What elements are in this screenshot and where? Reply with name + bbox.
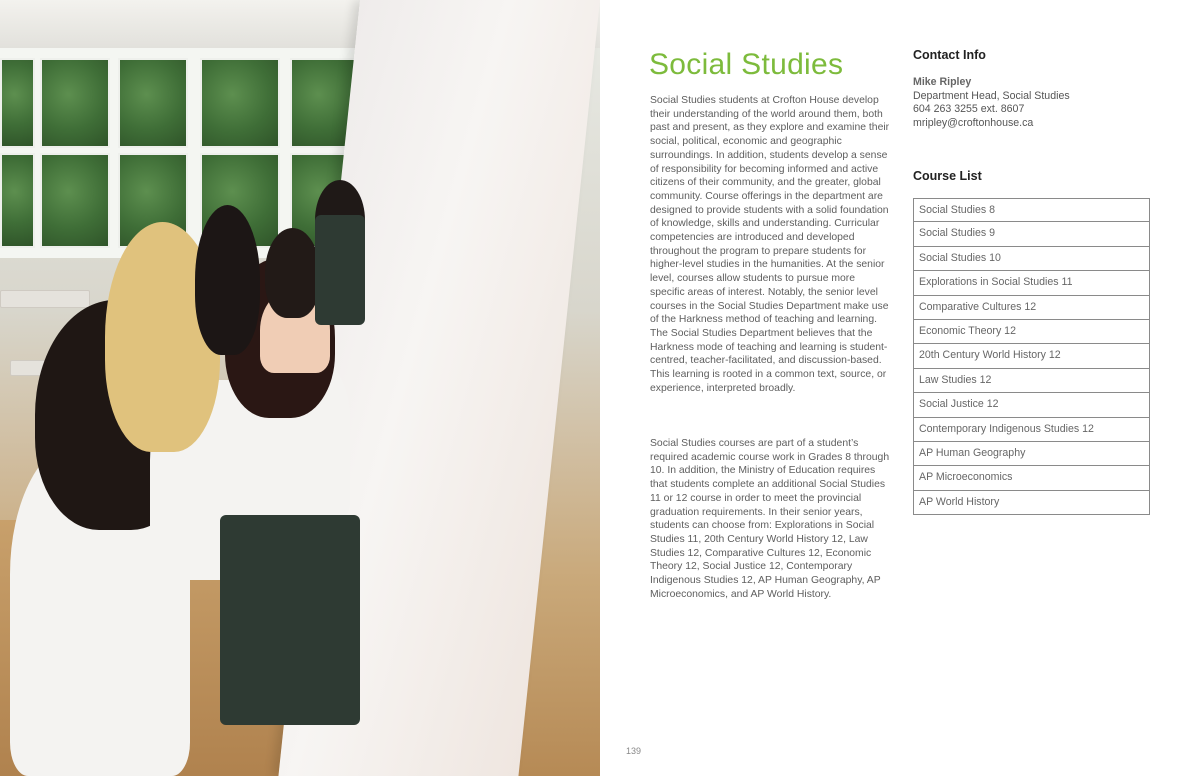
student-hair — [195, 205, 260, 355]
intro-paragraph: Social Studies students at Crofton House develop their understanding of the world around them, both past and present, as they explore and examine their social, political, economic and geographic surroundings. In addition, students develop a sense of responsibility for becoming informed and active citizens of their community, and the greater, global community. Course offerings in the department are designed to provide students with a solid foundation of knowledge, skills and understanding. Curricular competencies are introduced and developed throughout the program to prepare students for higher-level studies in the humanities. At the senior level, courses allow students to pursue more specific areas of interest. Notably, the senior level courses in the Social Studies Department make use of the Harkness method of teaching and learning. The Social Studies Department believes that the Harkness mode of teaching and learning is student-centred, teacher-facilitated, and discussion-based. This learning is rooted in a common text, source, or experience, interpreted broadly. — [650, 95, 890, 394]
course-item: Social Justice 12 — [913, 393, 1150, 417]
contact-info — [913, 76, 1153, 130]
course-item: Law Studies 12 — [913, 369, 1150, 393]
course-item: Explorations in Social Studies 11 — [913, 271, 1150, 295]
student-hair — [265, 228, 320, 318]
contact-email: mripley@croftonhouse.ca — [913, 116, 1034, 129]
course-item: Social Studies 10 — [913, 247, 1150, 271]
course-item: 20th Century World History 12 — [913, 344, 1150, 368]
course-list — [913, 198, 1150, 515]
course-item: Comparative Cultures 12 — [913, 296, 1150, 320]
student-blazer — [315, 215, 365, 325]
course-item: Social Studies 9 — [913, 222, 1150, 246]
course-item: AP World History — [913, 491, 1150, 515]
contact-name: Mike Ripley — [913, 76, 972, 88]
course-item: Contemporary Indigenous Studies 12 — [913, 418, 1150, 442]
course-item: AP Microeconomics — [913, 466, 1150, 490]
course-item: Economic Theory 12 — [913, 320, 1150, 344]
contact-role: Department Head, Social Studies — [913, 89, 1070, 102]
contact-phone: 604 263 3255 ext. 8607 — [913, 103, 1025, 116]
course-list-heading: Course List — [913, 169, 982, 183]
requirements-paragraph: Social Studies courses are part of a student’s required academic course work in Grades 8 through 10. In addition, the Ministry of Education requires that students complete an additional Social Studies 11 or 12 course in order to meet the provincial graduation requirements. In their senior years, students can choose from: Explorations in Social Studies 11, 20th Century World History 12, Law Studies 12, Comparative Cultures 12, Economic Theory 12, Social Justice 12, Contemporary Indigenous Studies 12, AP Human Geography, AP Microeconomics, and AP World History. — [650, 438, 890, 600]
course-item: AP Human Geography — [913, 442, 1150, 466]
desk — [0, 290, 90, 308]
page-title: Social Studies — [649, 48, 844, 81]
course-item: Social Studies 8 — [913, 198, 1150, 222]
contact-heading: Contact Info — [913, 48, 986, 62]
student-skirt — [220, 515, 360, 725]
page-number: 139 — [626, 746, 642, 756]
